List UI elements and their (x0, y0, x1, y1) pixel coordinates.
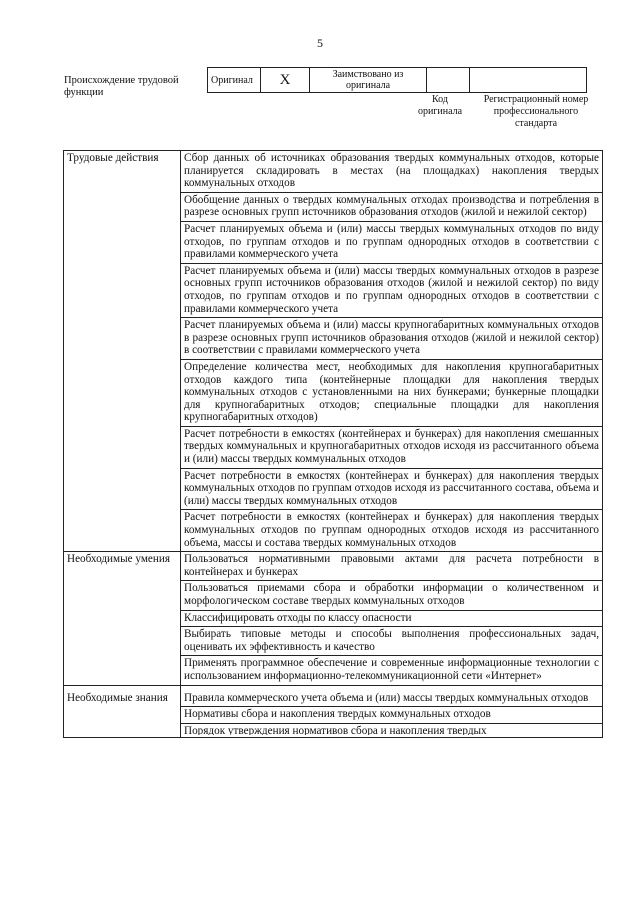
table-row (64, 552, 603, 581)
section-label-skills: Необходимые умения (64, 552, 181, 685)
table-cell: Классифицировать отходы по классу опасности (181, 610, 603, 627)
truncated-cell-text: Порядок утверждения нормативов сбора и накопления твердых (184, 724, 487, 735)
origin-label: Происхождение трудовой функции (64, 75, 179, 98)
table-cell: Правила коммерческого учета объема и (или) массы твердых коммунальных отходов (181, 685, 603, 707)
origin-borrowed-cell: Заимствовано из оригинала (310, 68, 427, 93)
table-row (64, 685, 603, 707)
table-cell: Определение количества мест, необходимых для накопления крупногабаритных отходов каждого типа (контейнерные площадки для накопления твердых коммунальных отходов с установленными на них бункерами; бункерные площадки для крупногабаритных отходов; специальные площадки для накопления крупногабаритных отходов) (181, 359, 603, 426)
reg-number-caption: Регистрационный номер профессионального стандарта (483, 94, 589, 129)
origin-original-cell: Оригинал (208, 68, 261, 93)
function-table (63, 150, 603, 738)
table-cell: Расчет планируемых объема и (или) массы крупногабаритных коммунальных отходов в разрезе основных групп источников образования отходов (жилой и нежилой сектор) в соответствии с правилами коммерческого учета (181, 318, 603, 360)
table-row (64, 151, 603, 193)
table-cell: Нормативы сбора и накопления твердых коммунальных отходов (181, 707, 603, 724)
origin-table (207, 67, 587, 93)
table-cell: Расчет потребности в емкостях (контейнерах и бункерах) для накопления смешанных твердых коммунальных и крупногабаритных отходов исходя из рассчитанного объема и (или) массы твердых коммунальных отходов (181, 426, 603, 468)
table-cell: Пользоваться нормативными правовыми актами для расчета потребности в контейнерах и бункерах (181, 552, 603, 581)
table-cell: Расчет потребности в емкостях (контейнерах и бункерах) для накопления твердых коммунальных отходов по группам отходов исходя из рассчитанного состава, объема и (или) массы твердых коммунальных отходов (181, 468, 603, 510)
section-label-knowledge: Необходимые знания (64, 685, 181, 737)
table-cell: Расчет планируемых объема и (или) массы твердых коммунальных отходов по виду отходов, по группам отходов и по группам однородных отходов в соответствии с правилами коммерческого учета (181, 221, 603, 263)
table-cell: Расчет планируемых объема и (или) массы твердых коммунальных отходов в разрезе основных групп источников образования отходов (жилой и нежилой сектор) по виду отходов, по группам отходов и по группам однородных отходов в соответствии с правилами коммерческого учета (181, 263, 603, 317)
section-label-labor-actions: Трудовые действия (64, 151, 181, 552)
table-cell: Выбирать типовые методы и способы выполнения профессиональных задач, оценивать их эффективность и качество (181, 627, 603, 656)
table-cell: Сбор данных об источниках образования твердых коммунальных отходов, которые планируется складировать в местах (на площадках) накопления твердых коммунальных отходов (181, 151, 603, 193)
origin-reg-number-cell (470, 68, 587, 93)
code-caption: Код оригинала (417, 94, 463, 117)
table-cell (181, 723, 603, 737)
table-cell: Расчет потребности в емкостях (контейнерах и бункерах) для накопления твердых коммунальных отходов по группам однородных отходов исходя из рассчитанного объема, массы и состава твердых коммунальных отходов (181, 510, 603, 552)
page-number: 5 (317, 36, 323, 50)
origin-code-cell (427, 68, 470, 93)
table-cell: Пользоваться приемами сбора и обработки информации о количественном и морфологическом составе твердых коммунальных отходов (181, 581, 603, 610)
origin-mark-cell: X (261, 68, 310, 93)
table-cell: Применять программное обеспечение и современные информационные технологии с использованием информационно-телекоммуникационной сети «Интернет» (181, 656, 603, 685)
table-cell: Обобщение данных о твердых коммунальных отходах производства и потребления в разрезе основных групп источников образования отходов (жилой и нежилой сектор) (181, 192, 603, 221)
